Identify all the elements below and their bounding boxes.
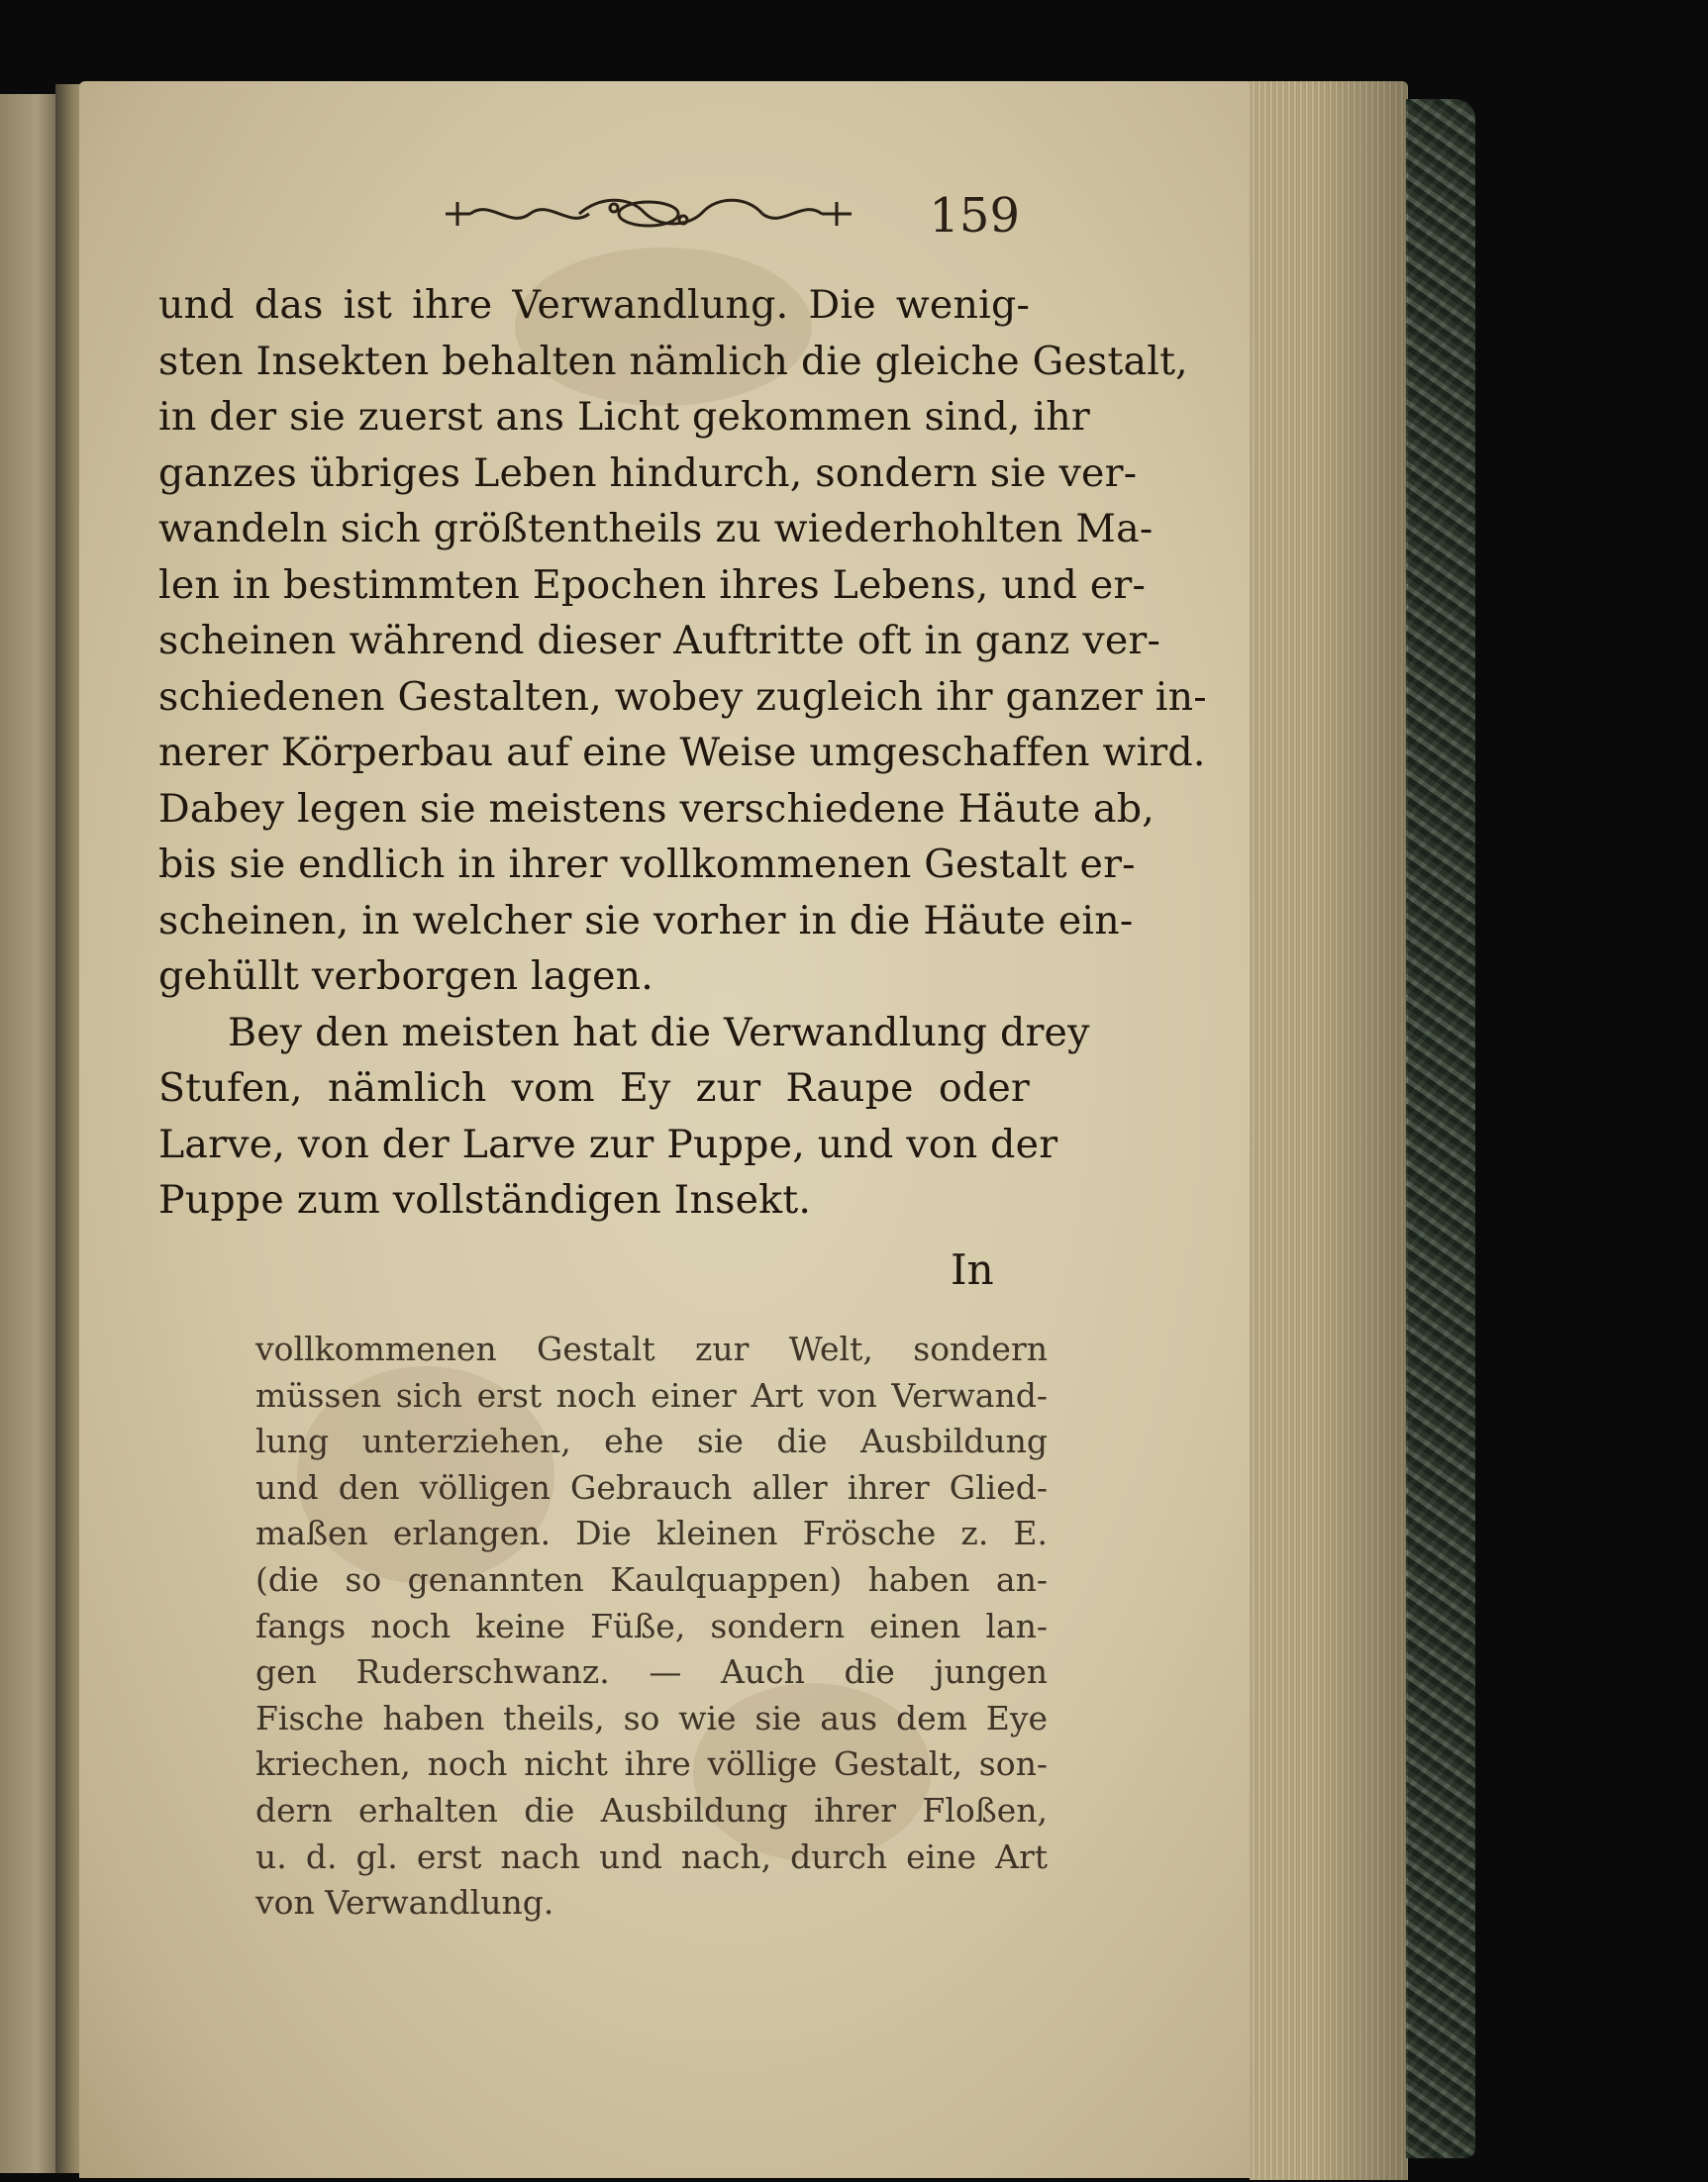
text-line: ganzes übriges Leben hindurch, sondern sie ver- [158,449,1138,496]
text-line: kriechen, noch nicht ihre völlige Gestalt, son- [255,1744,1048,1784]
text-line: Puppe zum vollständigen Insekt. [158,1177,812,1223]
text-line: Bey den meisten hat die Verwandlung drey [228,1009,1090,1055]
text-line: gen Ruderschwanz. — Auch die jungen [255,1652,1048,1692]
text-line: gehüllt verborgen lagen. [158,953,654,999]
text-line: und den völligen Gebrauch aller ihrer Glied- [255,1467,1048,1507]
marbled-cover [1406,99,1475,2158]
main-text-block [158,277,1207,1229]
text-line: (die so genannten Kaulquappen) haben an- [255,1559,1048,1599]
text-line: nerer Körperbau auf eine Weise umgeschaffen wird. [158,730,1206,775]
text-line: lung unterziehen, ehe sie die Ausbildung [255,1422,1048,1461]
paragraph-2 [158,1005,1090,1229]
text-line: Dabey legen sie meistens verschiedene Häute ab, [158,785,1155,832]
text-line: Fische haben theils, so wie sie aus dem Eye [255,1698,1048,1737]
text-line: von Verwandlung. [255,1883,554,1923]
text-line: fangs noch keine Füße, sondern einen lan- [255,1606,1048,1645]
text-line: bis sie endlich in ihrer vollkommenen Gestalt er- [158,842,1136,887]
text-line: maßen erlangen. Die kleinen Frösche z. E. [255,1514,1048,1553]
page-header [158,180,1030,249]
text-line: scheinen, in welcher sie vorher in die Häute ein- [158,897,1134,943]
text-line: Stufen, nämlich vom Ey zur Raupe oder [158,1065,1030,1111]
paragraph-1 [158,277,1207,1005]
text-line: len in bestimmten Epochen ihres Lebens, und er- [158,561,1147,608]
text-line: wandeln sich größtentheils zu wiederhohlten Ma- [158,506,1154,551]
header-ornament-icon [431,194,866,234]
text-line: u. d. gl. erst nach und nach, durch eine Art [255,1836,1048,1876]
text-line: müssen sich erst noch einer Art von Verwand- [255,1375,1048,1415]
text-line: dern erhalten die Ausbildung ihrer Floßen, [255,1790,1048,1830]
show-through-text-block [255,1327,1048,1927]
text-line: in der sie zuerst ans Licht gekommen sind, ihr [158,394,1090,440]
previous-page-edge [0,94,61,2173]
text-line: und das ist ihre Verwandlung. Die wenig- [158,282,1030,328]
catchword: In [951,1245,994,1294]
text-line: Larve, von der Larve zur Puppe, und von der [158,1121,1058,1167]
text-line: sten Insekten behalten nämlich die gleiche Gestalt, [158,338,1188,384]
text-line: schiedenen Gestalten, wobey zugleich ihr ganzer in- [158,673,1207,720]
page-block-shade [1250,81,1408,2180]
page-number: 159 [929,188,1020,244]
text-line: vollkommenen Gestalt zur Welt, sondern [255,1330,1048,1368]
text-line: scheinen während dieser Auftritte oft in ganz ver- [158,618,1161,663]
